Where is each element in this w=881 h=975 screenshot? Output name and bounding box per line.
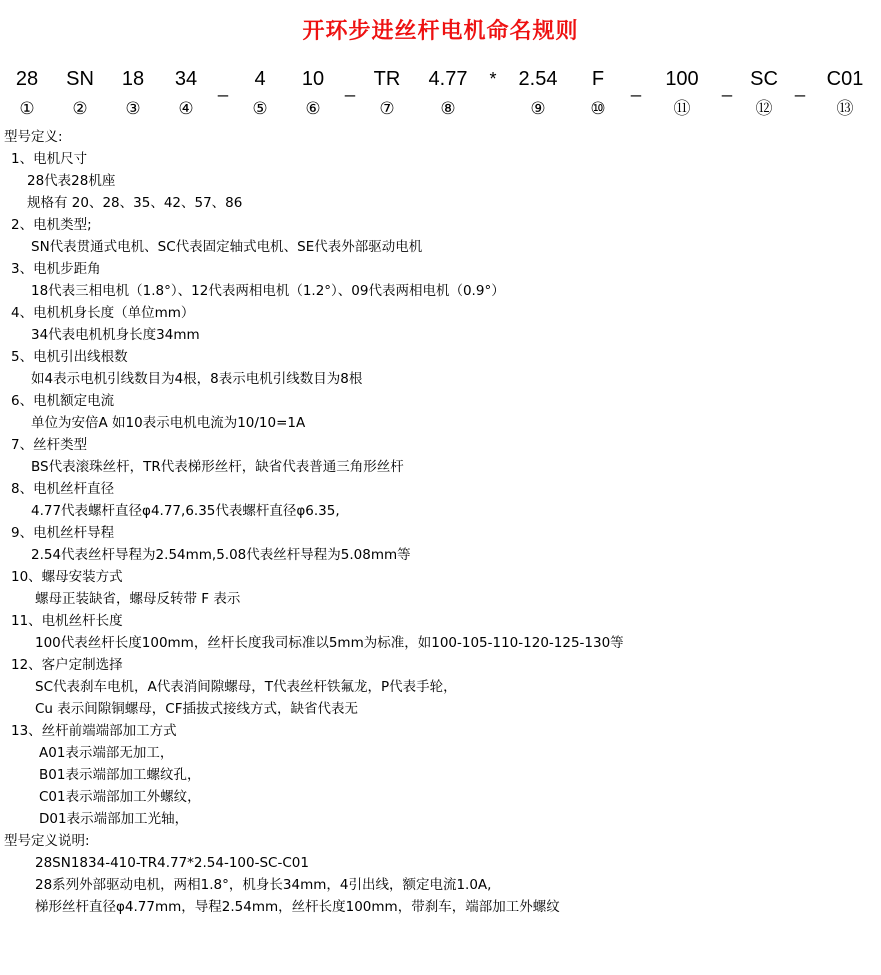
- section-line-3-1: 18代表三相电机（1.8°）、12代表两相电机（1.2°）、09代表两相电机（0.9°）: [31, 283, 505, 299]
- code-segment-5: 4: [254, 68, 266, 90]
- marker-12: ⑫: [755, 99, 773, 119]
- section-line-12-2: Cu 表示间隙铜螺母，CF插拔式接线方式，缺省代表无: [35, 701, 358, 717]
- section-line-12-1: SC代表刹车电机，A代表消间隙螺母，T代表丝杆铁氟龙，P代表手轮，: [35, 679, 457, 695]
- marker-10: ⑩: [590, 99, 606, 119]
- code-segment-8: 4.77: [428, 68, 468, 90]
- section-line-10-1: 螺母正装缺省，螺母反转带 F 表示: [35, 591, 241, 607]
- section-heading-8: 8、电机丝杆直径: [11, 481, 115, 497]
- section-heading-3: 3、电机步距角: [11, 261, 101, 277]
- marker-11: ⑪: [673, 99, 691, 119]
- code-segment-2: SN: [66, 68, 94, 90]
- code-separator-3: *: [489, 69, 497, 89]
- section-line-13-2: B01表示端部加工螺纹孔，: [39, 767, 201, 783]
- section-line-7-1: BS代表滚珠丝杆，TR代表梯形丝杆，缺省代表普通三角形丝杆: [31, 459, 404, 475]
- code-separator-2: _: [344, 77, 356, 97]
- code-separator-5: _: [721, 77, 733, 97]
- section-heading-2: 2、电机类型;: [11, 217, 92, 233]
- explanation-line-2: 28系列外部驱动电机，两相1.8°，机身长34mm，4引出线，额定电流1.0A,: [35, 877, 492, 893]
- code-segment-7: TR: [373, 68, 401, 90]
- section-line-1-2: 规格有 20、28、35、42、57、86: [27, 195, 243, 211]
- marker-5: ⑤: [252, 99, 268, 119]
- marker-1: ①: [19, 99, 35, 119]
- marker-row: [0, 94, 881, 124]
- section-heading-4: 4、电机机身长度（单位mm）: [11, 305, 195, 321]
- model-code-row: [0, 64, 881, 97]
- section-heading-13: 13、丝杆前端端部加工方式: [11, 723, 177, 739]
- code-separator-4: _: [630, 77, 642, 97]
- marker-2: ②: [72, 99, 88, 119]
- explanation-line-3: 梯形丝杆直径φ4.77mm，导程2.54mm，丝杆长度100mm，带刹车，端部加工外螺纹: [35, 899, 560, 915]
- definition-heading: 型号定义:: [4, 129, 63, 145]
- section-line-8-1: 4.77代表螺杆直径φ4.77,6.35代表螺杆直径φ6.35,: [31, 503, 340, 519]
- page-title: 开环步进丝杆电机命名规则: [302, 19, 579, 44]
- section-heading-12: 12、客户定制选择: [11, 657, 123, 673]
- definition-body: [0, 126, 881, 918]
- section-line-5-1: 如4表示电机引线数目为4根，8表示电机引线数目为8根: [31, 371, 363, 387]
- section-heading-10: 10、螺母安装方式: [11, 569, 123, 585]
- section-line-4-1: 34代表电机机身长度34mm: [31, 327, 200, 343]
- code-segment-12: SC: [750, 68, 778, 90]
- code-segment-1: 28: [15, 68, 39, 90]
- code-segment-9: 2.54: [518, 68, 558, 90]
- explanation-line-1: 28SN1834-410-TR4.77*2.54-100-SC-C01: [35, 855, 309, 871]
- marker-9: ⑨: [530, 99, 546, 119]
- section-line-6-1: 单位为安倍A 如10表示电机电流为10/10=1A: [31, 415, 306, 431]
- section-line-9-1: 2.54代表丝杆导程为2.54mm,5.08代表丝杆导程为5.08mm等: [31, 547, 411, 563]
- section-line-2-1: SN代表贯通式电机、SC代表固定轴式电机、SE代表外部驱动电机: [31, 239, 423, 255]
- code-segment-4: 34: [174, 68, 198, 90]
- section-heading-5: 5、电机引出线根数: [11, 349, 128, 365]
- code-segment-3: 18: [121, 68, 145, 90]
- marker-3: ③: [125, 99, 141, 119]
- code-separator-1: _: [217, 77, 229, 97]
- marker-13: ⑬: [836, 99, 854, 119]
- section-heading-6: 6、电机额定电流: [11, 393, 115, 409]
- code-segment-13: C01: [826, 68, 864, 90]
- marker-8: ⑧: [440, 99, 456, 119]
- explanation-heading: 型号定义说明:: [4, 833, 90, 849]
- section-line-13-3: C01表示端部加工外螺纹，: [39, 789, 201, 805]
- section-heading-9: 9、电机丝杆导程: [11, 525, 115, 541]
- section-line-11-1: 100代表丝杆长度100mm，丝杆长度我司标准以5mm为标准，如100-105-110-120-125-130等: [35, 635, 624, 651]
- marker-4: ④: [178, 99, 194, 119]
- code-segment-11: 100: [665, 68, 699, 90]
- code-segment-6: 10: [301, 68, 325, 90]
- section-line-13-4: D01表示端部加工光轴，: [39, 811, 189, 827]
- section-heading-1: 1、电机尺寸: [11, 151, 88, 167]
- marker-7: ⑦: [379, 99, 395, 119]
- code-segment-10: F: [591, 68, 605, 90]
- section-line-13-1: A01表示端部无加工，: [39, 745, 174, 761]
- marker-6: ⑥: [305, 99, 321, 119]
- section-heading-11: 11、电机丝杆长度: [11, 613, 123, 629]
- section-heading-7: 7、丝杆类型: [11, 437, 88, 453]
- section-line-1-1: 28代表28机座: [27, 173, 116, 189]
- code-separator-6: _: [794, 77, 806, 97]
